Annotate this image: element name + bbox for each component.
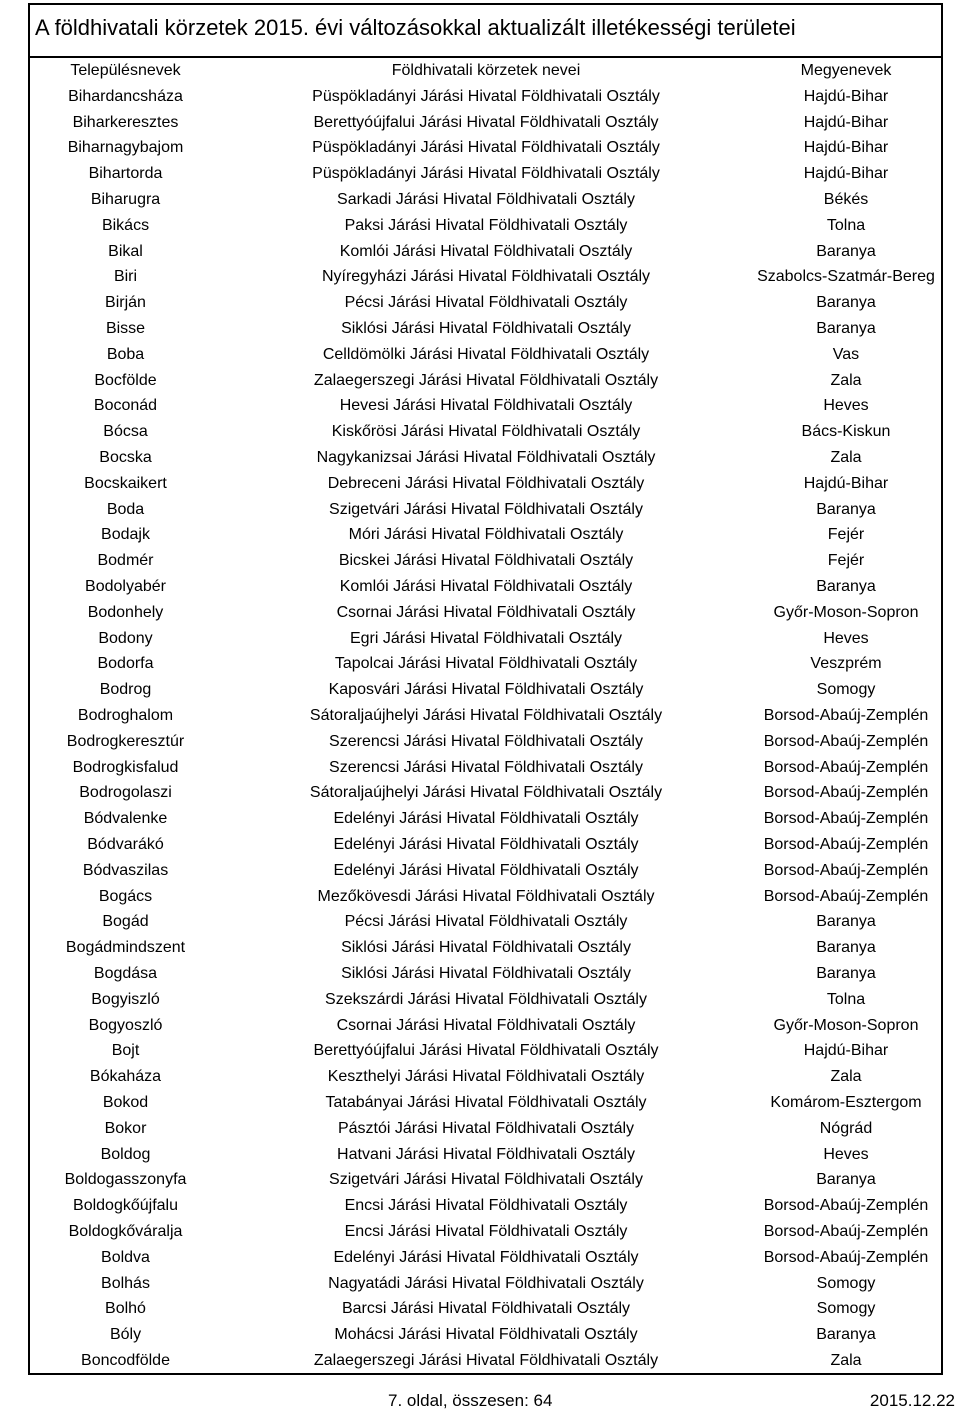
cell-settlement: Bodmér — [97, 552, 154, 570]
table-row — [30, 1013, 941, 1039]
cell-settlement: Biharkeresztes — [72, 113, 179, 131]
table-row — [30, 1064, 941, 1090]
cell-settlement: Bocska — [99, 449, 152, 467]
table-row — [30, 755, 941, 781]
table-row — [30, 1245, 941, 1271]
cell-district: Nyíregyházi Járási Hivatal Földhivatali Osztály — [321, 268, 651, 286]
cell-county: Baranya — [816, 242, 876, 260]
cell-district: Szerencsi Járási Hivatal Földhivatali Osztály — [329, 758, 643, 776]
cell-district: Mezőkövesdi Járási Hivatal Földhivatali Osztály — [317, 887, 655, 905]
cell-county: Vas — [832, 345, 860, 363]
table-row — [30, 677, 941, 703]
cell-settlement: Bodrogkeresztúr — [66, 732, 185, 750]
cell-district: Komlói Járási Hivatal Földhivatali Osztály — [339, 578, 633, 596]
cell-district: Hevesi Járási Hivatal Földhivatali Osztály — [339, 397, 633, 415]
table-row — [30, 832, 941, 858]
cell-district: Celldömölki Járási Hivatal Földhivatali Osztály — [322, 345, 650, 363]
table-row — [30, 161, 941, 187]
cell-district: Nagyatádi Járási Hivatal Földhivatali Osztály — [328, 1274, 644, 1292]
cell-county: Borsod-Abaúj-Zemplén — [763, 836, 929, 853]
cell-district: Szerencsi Járási Hivatal Földhivatali Osztály — [329, 732, 643, 750]
table-row — [30, 1116, 941, 1142]
cell-district: Püspökladányi Járási Hivatal Földhivatali Osztály — [312, 87, 660, 105]
cell-settlement: Bihartorda — [88, 165, 163, 183]
table-row — [30, 368, 941, 394]
cell-county: Győr-Moson-Sopron — [773, 1016, 919, 1034]
cell-county: Borsod-Abaúj-Zemplén — [763, 861, 929, 879]
cell-settlement: Boldogasszonyfa — [64, 1171, 187, 1189]
cell-county: Somogy — [816, 1274, 876, 1292]
cell-settlement: Bodony — [98, 629, 153, 647]
header-district-names: Földhivatali körzetek nevei — [391, 62, 581, 79]
cell-settlement: Boda — [106, 500, 145, 518]
cell-district: Barcsi Járási Hivatal Földhivatali Osztály — [341, 1300, 631, 1318]
cell-settlement: Bocfölde — [94, 371, 157, 389]
table-row — [30, 961, 941, 987]
cell-district: Keszthelyi Járási Hivatal Földhivatali Osztály — [327, 1068, 645, 1086]
table-body — [30, 84, 941, 1374]
cell-district: Szigetvári Járási Hivatal Földhivatali Osztály — [329, 500, 643, 518]
cell-settlement: Bóly — [109, 1326, 142, 1344]
cell-district: Sátoraljaújhelyi Járási Hivatal Földhivatali Osztály — [309, 784, 663, 802]
table-row — [30, 187, 941, 213]
cell-district: Nagykanizsai Járási Hivatal Földhivatali Osztály — [316, 449, 656, 467]
cell-county: Baranya — [816, 1326, 876, 1344]
cell-district: Encsi Járási Hivatal Földhivatali Osztály — [344, 1197, 628, 1215]
cell-settlement: Bokor — [104, 1119, 147, 1137]
cell-settlement: Boldogkőújfalu — [73, 1197, 178, 1215]
cell-settlement: Bódvaszilas — [82, 861, 169, 879]
footer-date: 2015.12.22 — [869, 1391, 955, 1410]
cell-settlement: Bódvalenke — [83, 810, 168, 828]
cell-county: Zala — [830, 449, 862, 467]
cell-county: Baranya — [816, 939, 876, 957]
cell-county: Borsod-Abaúj-Zemplén — [763, 1222, 929, 1240]
table-row — [30, 1322, 941, 1348]
table-row — [30, 316, 941, 342]
cell-settlement: Bodrog — [99, 681, 152, 699]
districts-table — [30, 58, 941, 1374]
table-row — [30, 626, 941, 652]
cell-district: Csornai Járási Hivatal Földhivatali Osztály — [336, 603, 636, 621]
cell-district: Edelényi Járási Hivatal Földhivatali Osztály — [333, 861, 639, 879]
cell-settlement: Bodroghalom — [77, 707, 174, 725]
cell-county: Somogy — [816, 681, 876, 699]
table-row — [30, 239, 941, 265]
cell-county: Baranya — [816, 578, 876, 596]
cell-county: Hajdú-Bihar — [803, 113, 889, 131]
table-row — [30, 110, 941, 136]
cell-county: Tolna — [826, 990, 866, 1008]
cell-county: Szabolcs-Szatmár-Bereg — [757, 268, 935, 286]
cell-county: Hajdú-Bihar — [803, 87, 889, 105]
cell-settlement: Bodonhely — [87, 603, 164, 621]
cell-settlement: Biharnagybajom — [67, 139, 184, 157]
cell-district: Edelényi Járási Hivatal Földhivatali Osztály — [333, 836, 639, 853]
table-row — [30, 471, 941, 497]
cell-county: Győr-Moson-Sopron — [773, 603, 919, 621]
cell-county: Hajdú-Bihar — [803, 1042, 889, 1060]
cell-county: Borsod-Abaúj-Zemplén — [763, 784, 929, 802]
cell-settlement: Bodorfa — [97, 655, 154, 673]
cell-district: Mohácsi Járási Hivatal Földhivatali Osztály — [334, 1326, 638, 1344]
cell-settlement: Bisse — [105, 320, 146, 338]
table-row — [30, 84, 941, 110]
table-row — [30, 987, 941, 1013]
cell-county: Baranya — [816, 500, 876, 518]
cell-settlement: Bocskaikert — [84, 474, 167, 492]
table-row — [30, 703, 941, 729]
cell-county: Hajdú-Bihar — [803, 165, 889, 183]
cell-county: Fejér — [827, 552, 865, 570]
cell-county: Tolna — [826, 216, 866, 234]
cell-district: Bicskei Járási Hivatal Földhivatali Osztály — [338, 552, 634, 570]
table-row — [30, 1090, 941, 1116]
cell-district: Berettyóújfalui Járási Hivatal Földhivatali Osztály — [313, 113, 659, 131]
cell-district: Berettyóújfalui Járási Hivatal Földhivatali Osztály — [313, 1042, 659, 1060]
table-row — [30, 342, 941, 368]
cell-county: Bács-Kiskun — [801, 423, 891, 441]
header-settlement-names: Településnevek — [70, 62, 181, 79]
header-county-names: Megyenevek — [800, 62, 892, 79]
table-row — [30, 419, 941, 445]
cell-county: Borsod-Abaúj-Zemplén — [763, 1248, 929, 1266]
cell-settlement: Bikal — [108, 242, 143, 260]
cell-settlement: Boconád — [93, 397, 158, 415]
cell-settlement: Boldva — [101, 1248, 150, 1266]
table-row — [30, 935, 941, 961]
cell-county: Borsod-Abaúj-Zemplén — [763, 887, 929, 905]
cell-settlement: Boldog — [100, 1145, 151, 1163]
table-row — [30, 1167, 941, 1193]
table-row — [30, 548, 941, 574]
cell-county: Hajdú-Bihar — [803, 139, 889, 157]
cell-district: Tatabányai Járási Hivatal Földhivatali Osztály — [325, 1093, 647, 1111]
cell-district: Pásztói Járási Hivatal Földhivatali Osztály — [337, 1119, 635, 1137]
table-row — [30, 1296, 941, 1322]
cell-district: Debreceni Járási Hivatal Földhivatali Osztály — [327, 474, 645, 492]
cell-settlement: Bócsa — [103, 423, 148, 441]
cell-district: Móri Járási Hivatal Földhivatali Osztály — [348, 526, 624, 544]
cell-county: Komárom-Esztergom — [770, 1093, 922, 1111]
cell-district: Encsi Járási Hivatal Földhivatali Osztály — [344, 1222, 628, 1240]
cell-settlement: Boncodfölde — [81, 1351, 170, 1369]
table-row — [30, 910, 941, 936]
cell-county: Nógrád — [819, 1119, 873, 1137]
cell-district: Zalaegerszegi Járási Hivatal Földhivatali Osztály — [313, 1351, 659, 1369]
table-row — [30, 652, 941, 678]
cell-settlement: Bókaháza — [89, 1068, 162, 1086]
cell-settlement: Boldogkőváralja — [68, 1222, 183, 1240]
cell-district: Siklósi Járási Hivatal Földhivatali Osztály — [341, 964, 631, 982]
cell-settlement: Bogyoszló — [88, 1016, 163, 1034]
table-row — [30, 600, 941, 626]
cell-settlement: Boba — [106, 345, 145, 363]
table-row — [30, 394, 941, 420]
cell-settlement: Bojt — [111, 1042, 140, 1060]
cell-county: Borsod-Abaúj-Zemplén — [763, 707, 929, 725]
table-row — [30, 523, 941, 549]
cell-district: Sátoraljaújhelyi Járási Hivatal Földhivatali Osztály — [309, 707, 663, 725]
table-row — [30, 1193, 941, 1219]
table-row — [30, 290, 941, 316]
table-row — [30, 213, 941, 239]
table-row — [30, 1348, 941, 1374]
cell-district: Kaposvári Járási Hivatal Földhivatali Osztály — [328, 681, 644, 699]
cell-settlement: Bodajk — [101, 526, 150, 544]
cell-settlement: Bolhás — [101, 1274, 150, 1292]
cell-county: Zala — [830, 1068, 862, 1086]
cell-county: Fejér — [827, 526, 865, 544]
cell-district: Pécsi Járási Hivatal Földhivatali Osztály — [344, 913, 628, 931]
table-row — [30, 1142, 941, 1168]
cell-settlement: Bogyiszló — [91, 990, 160, 1008]
page-number: 7. oldal, összesen: 64 — [388, 1391, 553, 1410]
cell-county: Heves — [823, 629, 869, 647]
table-row — [30, 781, 941, 807]
cell-district: Siklósi Járási Hivatal Földhivatali Osztály — [341, 939, 631, 957]
cell-district: Csornai Járási Hivatal Földhivatali Osztály — [336, 1016, 636, 1034]
cell-district: Szigetvári Járási Hivatal Földhivatali Osztály — [329, 1171, 643, 1189]
table-row — [30, 1038, 941, 1064]
cell-district: Komlói Járási Hivatal Földhivatali Osztály — [339, 242, 633, 260]
cell-county: Baranya — [816, 294, 876, 312]
table-row — [30, 1219, 941, 1245]
cell-county: Borsod-Abaúj-Zemplén — [763, 810, 929, 828]
cell-settlement: Bihardancsháza — [68, 87, 183, 105]
cell-settlement: Bikács — [101, 216, 150, 234]
cell-county: Heves — [823, 1145, 869, 1163]
cell-district: Edelényi Járási Hivatal Földhivatali Osztály — [333, 1248, 639, 1266]
cell-settlement: Bogács — [98, 887, 153, 905]
cell-district: Sarkadi Járási Hivatal Földhivatali Osztály — [337, 191, 635, 209]
cell-county: Zala — [830, 1351, 862, 1369]
cell-county: Baranya — [816, 320, 876, 338]
table-header-row — [30, 58, 941, 84]
cell-settlement: Bolhó — [105, 1300, 146, 1318]
cell-county: Baranya — [816, 1171, 876, 1189]
cell-settlement: Birján — [105, 294, 146, 312]
cell-county: Békés — [823, 191, 869, 209]
cell-county: Heves — [823, 397, 869, 415]
cell-district: Zalaegerszegi Járási Hivatal Földhivatali Osztály — [313, 371, 659, 389]
cell-district: Hatvani Járási Hivatal Földhivatali Osztály — [337, 1145, 635, 1163]
table-row — [30, 884, 941, 910]
cell-district: Edelényi Járási Hivatal Földhivatali Osztály — [333, 810, 639, 828]
cell-settlement: Bodolyabér — [85, 578, 166, 596]
cell-settlement: Bokod — [102, 1093, 149, 1111]
table-row — [30, 858, 941, 884]
cell-settlement: Bogdása — [93, 964, 158, 982]
cell-district: Kiskőrösi Járási Hivatal Földhivatali Osztály — [331, 423, 641, 441]
cell-district: Pécsi Járási Hivatal Földhivatali Osztály — [344, 294, 628, 312]
table-row — [30, 729, 941, 755]
cell-county: Veszprém — [810, 655, 882, 673]
cell-settlement: Biri — [113, 268, 138, 286]
table-row — [30, 265, 941, 291]
table-row — [30, 497, 941, 523]
cell-county: Borsod-Abaúj-Zemplén — [763, 758, 929, 776]
cell-district: Szekszárdi Járási Hivatal Földhivatali Osztály — [325, 990, 647, 1008]
cell-district: Püspökladányi Járási Hivatal Földhivatali Osztály — [312, 139, 660, 157]
cell-settlement: Bodrogolaszi — [79, 784, 172, 802]
table-row — [30, 136, 941, 162]
cell-district: Siklósi Járási Hivatal Földhivatali Osztály — [341, 320, 631, 338]
cell-settlement: Bogád — [102, 913, 149, 931]
cell-district: Püspökladányi Járási Hivatal Földhivatali Osztály — [312, 165, 660, 183]
cell-county: Somogy — [816, 1300, 876, 1318]
cell-district: Tapolcai Járási Hivatal Földhivatali Osztály — [334, 655, 638, 673]
cell-county: Zala — [830, 371, 862, 389]
cell-county: Borsod-Abaúj-Zemplén — [763, 732, 929, 750]
document-title: A földhivatali körzetek 2015. évi változásokkal aktualizált illetékességi területei — [35, 15, 796, 40]
cell-county: Baranya — [816, 913, 876, 931]
cell-settlement: Biharugra — [90, 191, 161, 209]
cell-district: Paksi Járási Hivatal Földhivatali Osztály — [344, 216, 628, 234]
cell-settlement: Bodrogkisfalud — [72, 758, 179, 776]
table-row — [30, 574, 941, 600]
cell-county: Hajdú-Bihar — [803, 474, 889, 492]
cell-county: Baranya — [816, 964, 876, 982]
cell-county: Borsod-Abaúj-Zemplén — [763, 1197, 929, 1215]
cell-district: Egri Járási Hivatal Földhivatali Osztály — [349, 629, 623, 647]
table-row — [30, 1271, 941, 1297]
table-row — [30, 806, 941, 832]
table-row — [30, 445, 941, 471]
cell-settlement: Bódvarákó — [87, 836, 164, 853]
cell-settlement: Bogádmindszent — [65, 939, 186, 957]
